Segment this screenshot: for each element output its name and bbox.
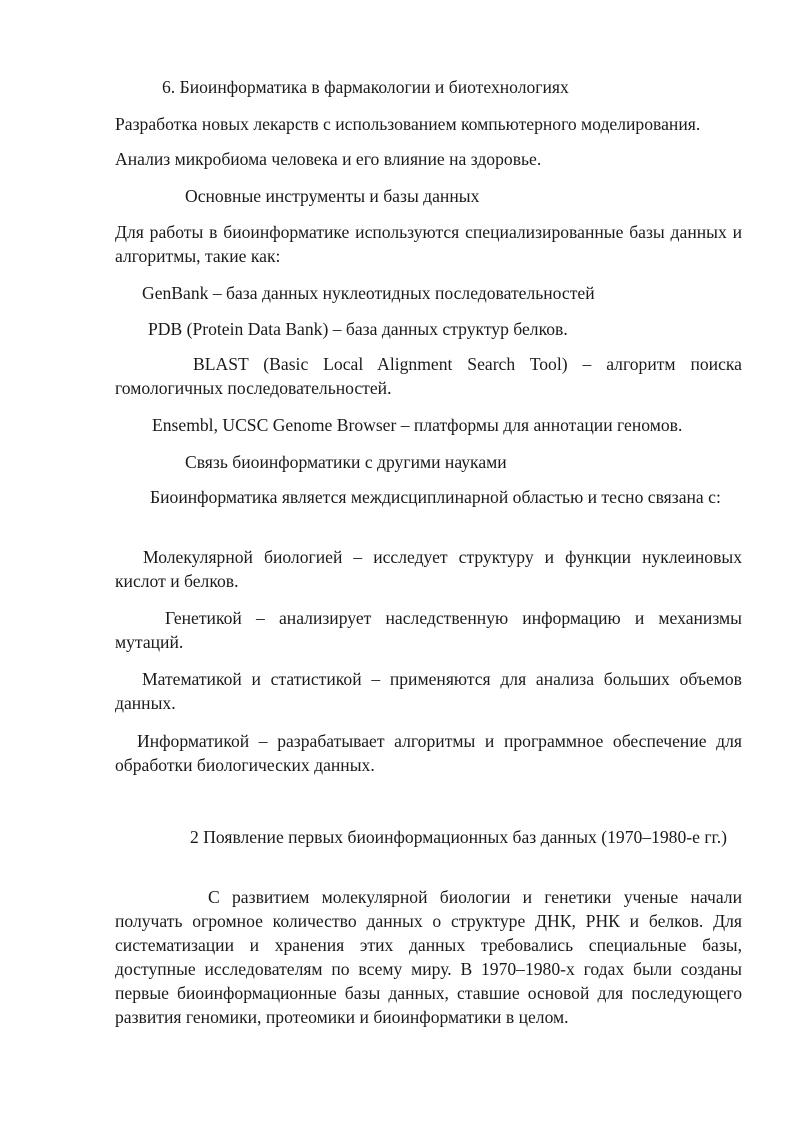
list-item-genbank: GenBank – база данных нуклеотидных последовательностей xyxy=(142,283,595,303)
list-item-drug-design: Разработка новых лекарств с использованием компьютерного моделирования. xyxy=(115,114,701,134)
list-item-microbiome: Анализ микробиома человека и его влияние на здоровье. xyxy=(115,149,542,169)
section-heading-first-databases: 2 Появление первых биоинформационных баз данных (1970–1980-е гг.) xyxy=(190,827,728,847)
paragraph-interdisciplinary: Биоинформатика является междисциплинарной областью и тесно связана с: xyxy=(150,487,721,507)
list-item-genetics: Генетикой – анализирует наследственную информацию и механизмы мутаций. xyxy=(115,608,742,652)
list-item-molecular-biology: Молекулярной биологией – исследует структуру и функции нуклеиновых кислот и белков. xyxy=(115,547,742,591)
list-item-pdb: PDB (Protein Data Bank) – база данных структур белков. xyxy=(148,319,568,339)
paragraph-tools-intro: Для работы в биоинформатике используются специализированные базы данных и алгоритмы, такие как: xyxy=(115,222,742,266)
list-item-ensembl: Ensembl, UCSC Genome Browser – платформы для аннотации геномов. xyxy=(152,415,683,435)
section-heading-tools: Основные инструменты и базы данных xyxy=(185,186,480,206)
list-item-informatics: Информатикой – разрабатывает алгоритмы и программное обеспечение для обработки биологических данных. xyxy=(115,731,742,775)
paragraph-first-databases: С развитием молекулярной биологии и генетики ученые начали получать огромное количество данных о структуре ДНК, РНК и белков. Для систематизации и хранения этих данных требовались специальные базы, доступные исследователям по всему миру. В 1970–1980-х годах были созданы первые биоинформационные базы данных, ставшие основой для последующего развития геномики, протеомики и биоинформатики в целом. xyxy=(115,887,742,1027)
list-item-mathematics: Математикой и статистикой – применяются для анализа больших объемов данных. xyxy=(115,669,742,713)
section-heading-pharmacology: 6. Биоинформатика в фармакологии и биотехнологиях xyxy=(162,77,569,97)
list-item-blast: BLAST (Basic Local Alignment Search Tool) – алгоритм поиска гомологичных последовательностей. xyxy=(115,354,742,398)
section-heading-links: Связь биоинформатики с другими науками xyxy=(185,452,507,472)
